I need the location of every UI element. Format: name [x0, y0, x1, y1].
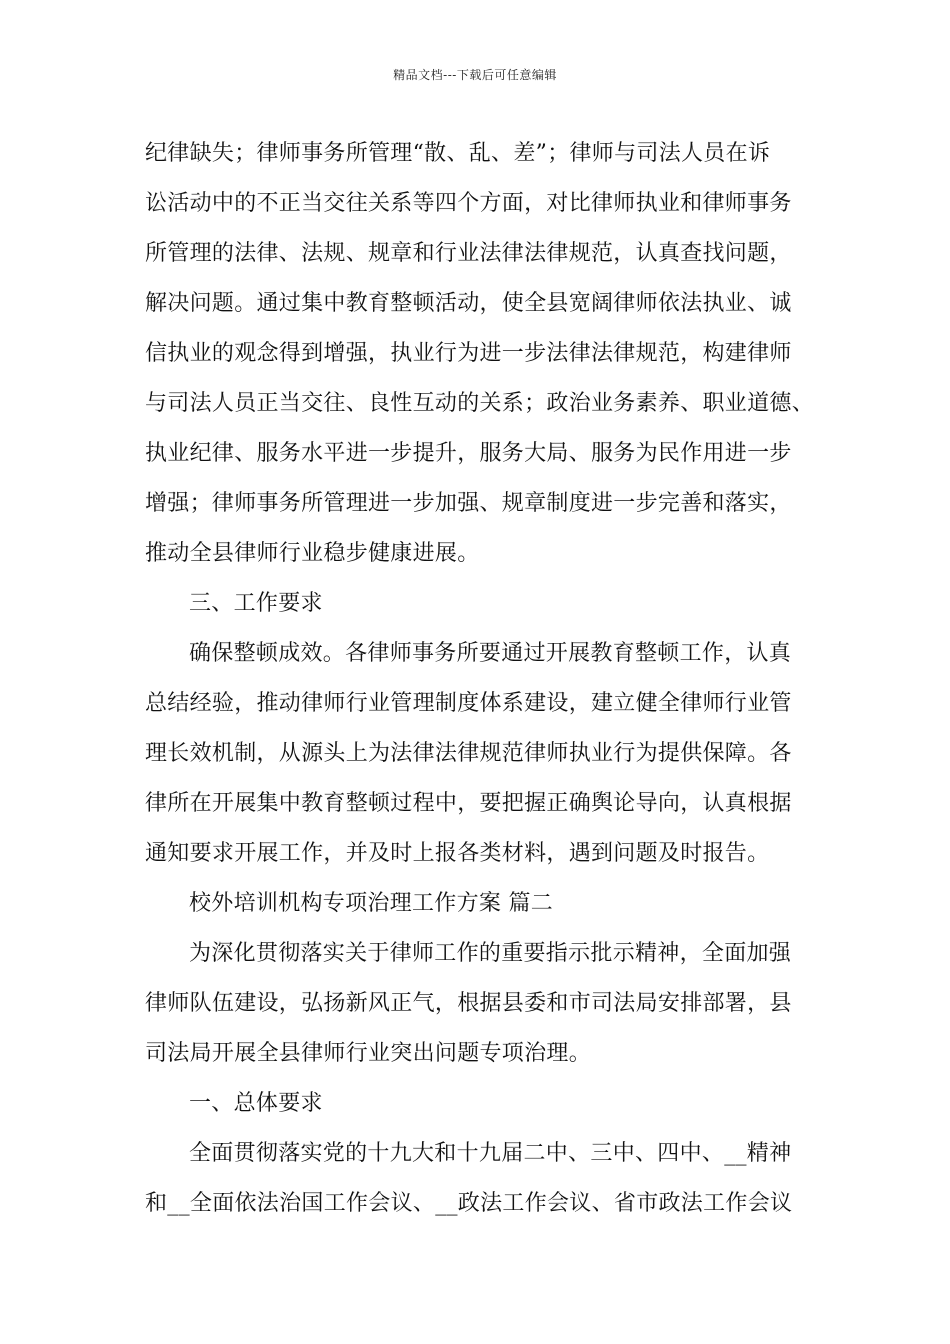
text-line: 执业纪律、服务水平进一步提升，服务大局、服务为民作用进一步: [145, 441, 792, 466]
text-line: 所管理的法律、法规、规章和行业法律法律规范，认真查找问题，: [145, 241, 792, 266]
section-heading: 三、工作要求: [189, 591, 323, 616]
text-line: 律所在开展集中教育整顿过程中，要把握正确舆论导向，认真根据: [145, 791, 792, 816]
text-line: 增强；律师事务所管理进一步加强、规章制度进一步完善和落实，: [145, 491, 792, 516]
text-line: 总结经验，推动律师行业管理制度体系建设，建立健全律师行业管: [145, 691, 792, 716]
paragraph-start: 确保整顿成效。各律师事务所要通过开展教育整顿工作，认真: [189, 641, 792, 666]
paragraph-start: 全面贯彻落实党的十九大和十九届二中、三中、四中、__精神: [189, 1141, 792, 1166]
text-line: 推动全县律师行业稳步健康进展。: [145, 541, 480, 566]
section-heading: 一、总体要求: [189, 1091, 323, 1116]
text-line: 讼活动中的不正当交往关系等四个方面，对比律师执业和律师事务: [145, 191, 792, 216]
text-line: 与司法人员正当交往、良性互动的关系；政治业务素养、职业道德、: [145, 391, 815, 416]
text-line: 司法局开展全县律师行业突出问题专项治理。: [145, 1041, 592, 1066]
paragraph-start: 为深化贯彻落实关于律师工作的重要指示批示精神，全面加强: [189, 941, 792, 966]
text-line: 信执业的观念得到增强，执业行为进一步法律法律规范，构建律师: [145, 341, 792, 366]
text-line: 通知要求开展工作，并及时上报各类材料，遇到问题及时报告。: [145, 841, 770, 866]
document-body: [145, 129, 815, 1229]
document-subtitle: 校外培训机构专项治理工作方案 篇二: [189, 891, 554, 916]
text-line: 解决问题。通过集中教育整顿活动，使全县宽阔律师依法执业、诚: [145, 291, 792, 316]
text-line: 和__全面依法治国工作会议、__政法工作会议、省市政法工作会议: [145, 1191, 793, 1216]
text-line: 理长效机制，从源头上为法律法律规范律师执业行为提供保障。各: [145, 741, 792, 766]
page-header: 精品文档---下载后可任意编辑: [393, 68, 557, 82]
text-line: 纪律缺失；律师事务所管理“散、乱、差”；律师与司法人员在诉: [145, 141, 771, 166]
text-line: 律师队伍建设，弘扬新风正气，根据县委和市司法局安排部署，县: [145, 991, 792, 1016]
